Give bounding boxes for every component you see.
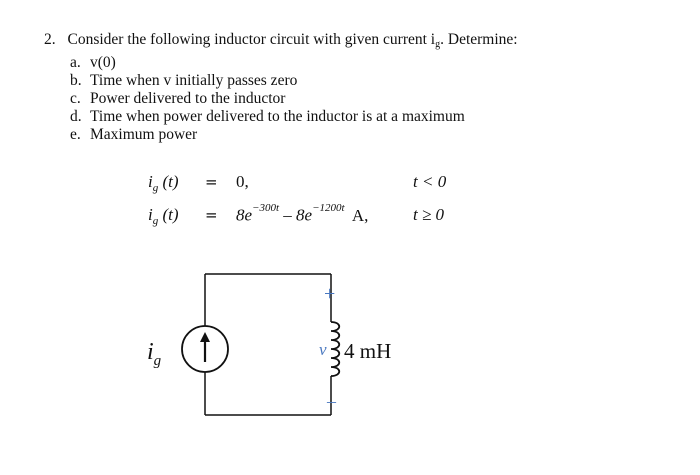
part-letter: d.: [70, 108, 82, 125]
problem-number: 2.: [44, 31, 56, 48]
part-letter: a.: [70, 54, 81, 71]
eq-lhs-arg: (t): [162, 205, 179, 224]
part-letter: b.: [70, 72, 82, 89]
eq-lhs-arg: (t): [162, 172, 179, 191]
stem-text: Consider the following inductor circuit with given current i: [67, 31, 436, 48]
part-text: Time when power delivered to the inductor is at a maximum: [90, 108, 465, 125]
plus-sign: +: [324, 283, 336, 305]
eq1-cond-text: t < 0: [413, 172, 447, 191]
equals-sign-2: =: [205, 206, 218, 224]
eq-lhs-sub: g: [152, 215, 159, 227]
minus-sign: –: [327, 391, 336, 411]
eq2-term2: – 8e: [283, 205, 313, 225]
voltage-label: v: [319, 340, 327, 359]
part-text: v(0): [90, 54, 116, 71]
inductor-coil: [331, 322, 339, 376]
eq2-term1: 8e: [236, 205, 253, 225]
eq2-exp1: −300t: [252, 202, 280, 214]
equals-sign-1: =: [205, 173, 218, 191]
eq-lhs-sub: g: [152, 182, 159, 194]
eq2-unit: A,: [351, 205, 369, 225]
inductor-value: 4 mH: [344, 339, 392, 363]
eq1-rhs: 0,: [236, 172, 249, 191]
stem-subscript: g: [435, 39, 441, 50]
part-letter: e.: [70, 126, 81, 143]
eq-lhs-var: i: [148, 172, 153, 191]
eq2-exp2: −1200t: [312, 202, 345, 214]
part-text: Time when v initially passes zero: [90, 72, 298, 89]
eq2-cond-text: t ≥ 0: [413, 205, 445, 224]
current-source: [182, 326, 228, 372]
part-text: Power delivered to the inductor: [90, 90, 286, 107]
stem-text-end: . Determine:: [440, 31, 518, 48]
part-text: Maximum power: [90, 126, 198, 143]
part-letter: c.: [70, 90, 81, 107]
eq-lhs-var: i: [148, 205, 153, 224]
source-label: $i_g$: [147, 339, 162, 369]
